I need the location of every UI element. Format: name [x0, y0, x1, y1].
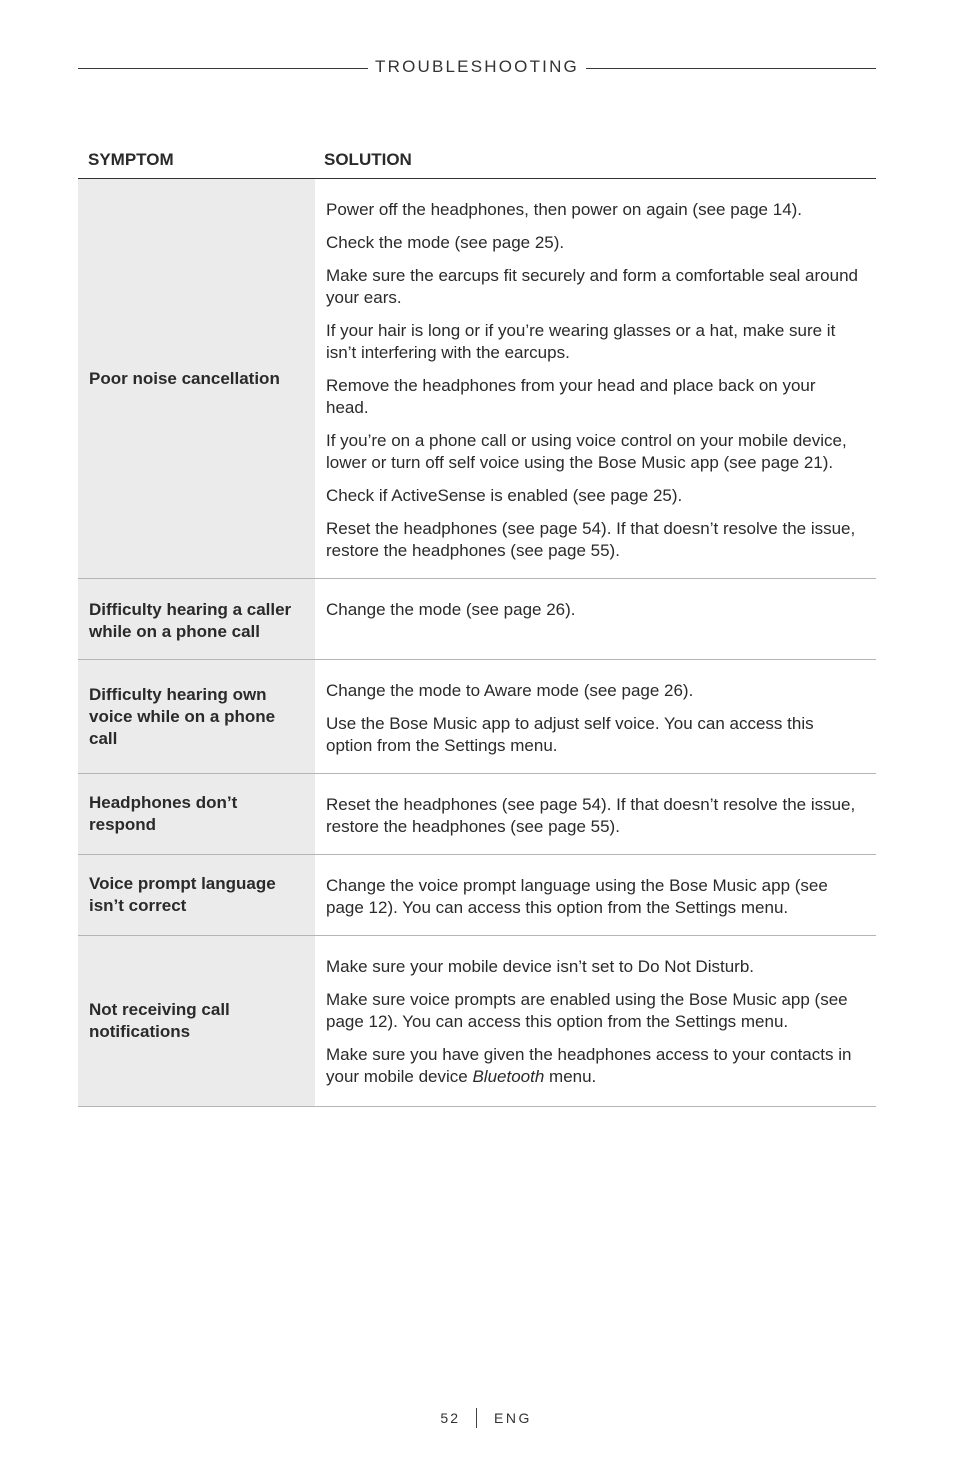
solution-text-part: menu. [544, 1067, 597, 1086]
solution-text: Make sure your mobile device isn’t set to Do Not Disturb. [326, 957, 755, 976]
troubleshooting-table [78, 148, 876, 1107]
symptom-cell: Voice prompt language isn’t correct [78, 855, 315, 935]
footer-separator [476, 1408, 477, 1428]
table-row [78, 179, 876, 579]
symptom-cell: Not receiving call notifications [78, 936, 315, 1106]
symptom-cell: Poor noise cancellation [78, 179, 315, 578]
solution-text: Change the mode to Aware mode (see page 26). [326, 681, 694, 700]
solution-text: Make sure voice prompts are enabled using the Bose Music app (see page 12). You can access this option from the Settings menu. [326, 990, 848, 1031]
solution-text: If you’re on a phone call or using voice control on your mobile device, lower or turn off self voice using the Bose Music app (see page 21). [326, 431, 847, 472]
table-row [78, 936, 876, 1107]
solution-cell [315, 579, 876, 659]
solution-cell [315, 660, 876, 773]
solution-cell [315, 774, 876, 854]
solution-text: Reset the headphones (see page 54). If that doesn’t resolve the issue, restore the headphones (see page 55). [326, 795, 856, 836]
column-header-solution: SOLUTION [324, 150, 412, 169]
bluetooth-emphasis: Bluetooth [472, 1067, 545, 1086]
solution-cell [315, 936, 876, 1106]
page-header [78, 57, 876, 79]
table-row [78, 855, 876, 936]
page-number: 52 [440, 1410, 460, 1426]
solution-text: Use the Bose Music app to adjust self voice. You can access this option from the Settings menu. [326, 714, 814, 755]
symptom-cell: Difficulty hearing a caller while on a phone call [78, 579, 315, 659]
symptom-cell: Headphones don’t respond [78, 774, 315, 854]
table-row [78, 774, 876, 855]
table-row [78, 579, 876, 660]
solution-text: Check if ActiveSense is enabled (see page 25). [326, 486, 683, 505]
page-footer [0, 1408, 954, 1430]
section-title: TROUBLESHOOTING [375, 57, 579, 76]
solution-text-part: Make sure you have given the headphones access to your contacts in your mobile device [326, 1045, 852, 1086]
solution-text: Power off the headphones, then power on again (see page 14). [326, 200, 803, 219]
symptom-cell: Difficulty hearing own voice while on a phone call [78, 660, 315, 773]
solution-cell [315, 179, 876, 578]
solution-text: Check the mode (see page 25). [326, 233, 565, 252]
header-rule-right [586, 68, 876, 69]
solution-text: Make sure the earcups fit securely and form a comfortable seal around your ears. [326, 266, 858, 307]
solution-text: Reset the headphones (see page 54). If that doesn’t resolve the issue, restore the headphones (see page 55). [326, 519, 856, 560]
table-header [78, 148, 876, 179]
column-header-symptom: SYMPTOM [88, 150, 174, 169]
solution-text: Change the mode (see page 26). [326, 600, 576, 619]
solution-text: Remove the headphones from your head and place back on your head. [326, 376, 816, 417]
language-code: ENG [494, 1410, 532, 1426]
solution-text: Change the voice prompt language using the Bose Music app (see page 12). You can access this option from the Settings menu. [326, 876, 828, 917]
solution-text: If your hair is long or if you’re wearing glasses or a hat, make sure it isn’t interfering with the earcups. [326, 321, 836, 362]
solution-text [326, 1044, 858, 1088]
solution-cell [315, 855, 876, 935]
table-row [78, 660, 876, 774]
